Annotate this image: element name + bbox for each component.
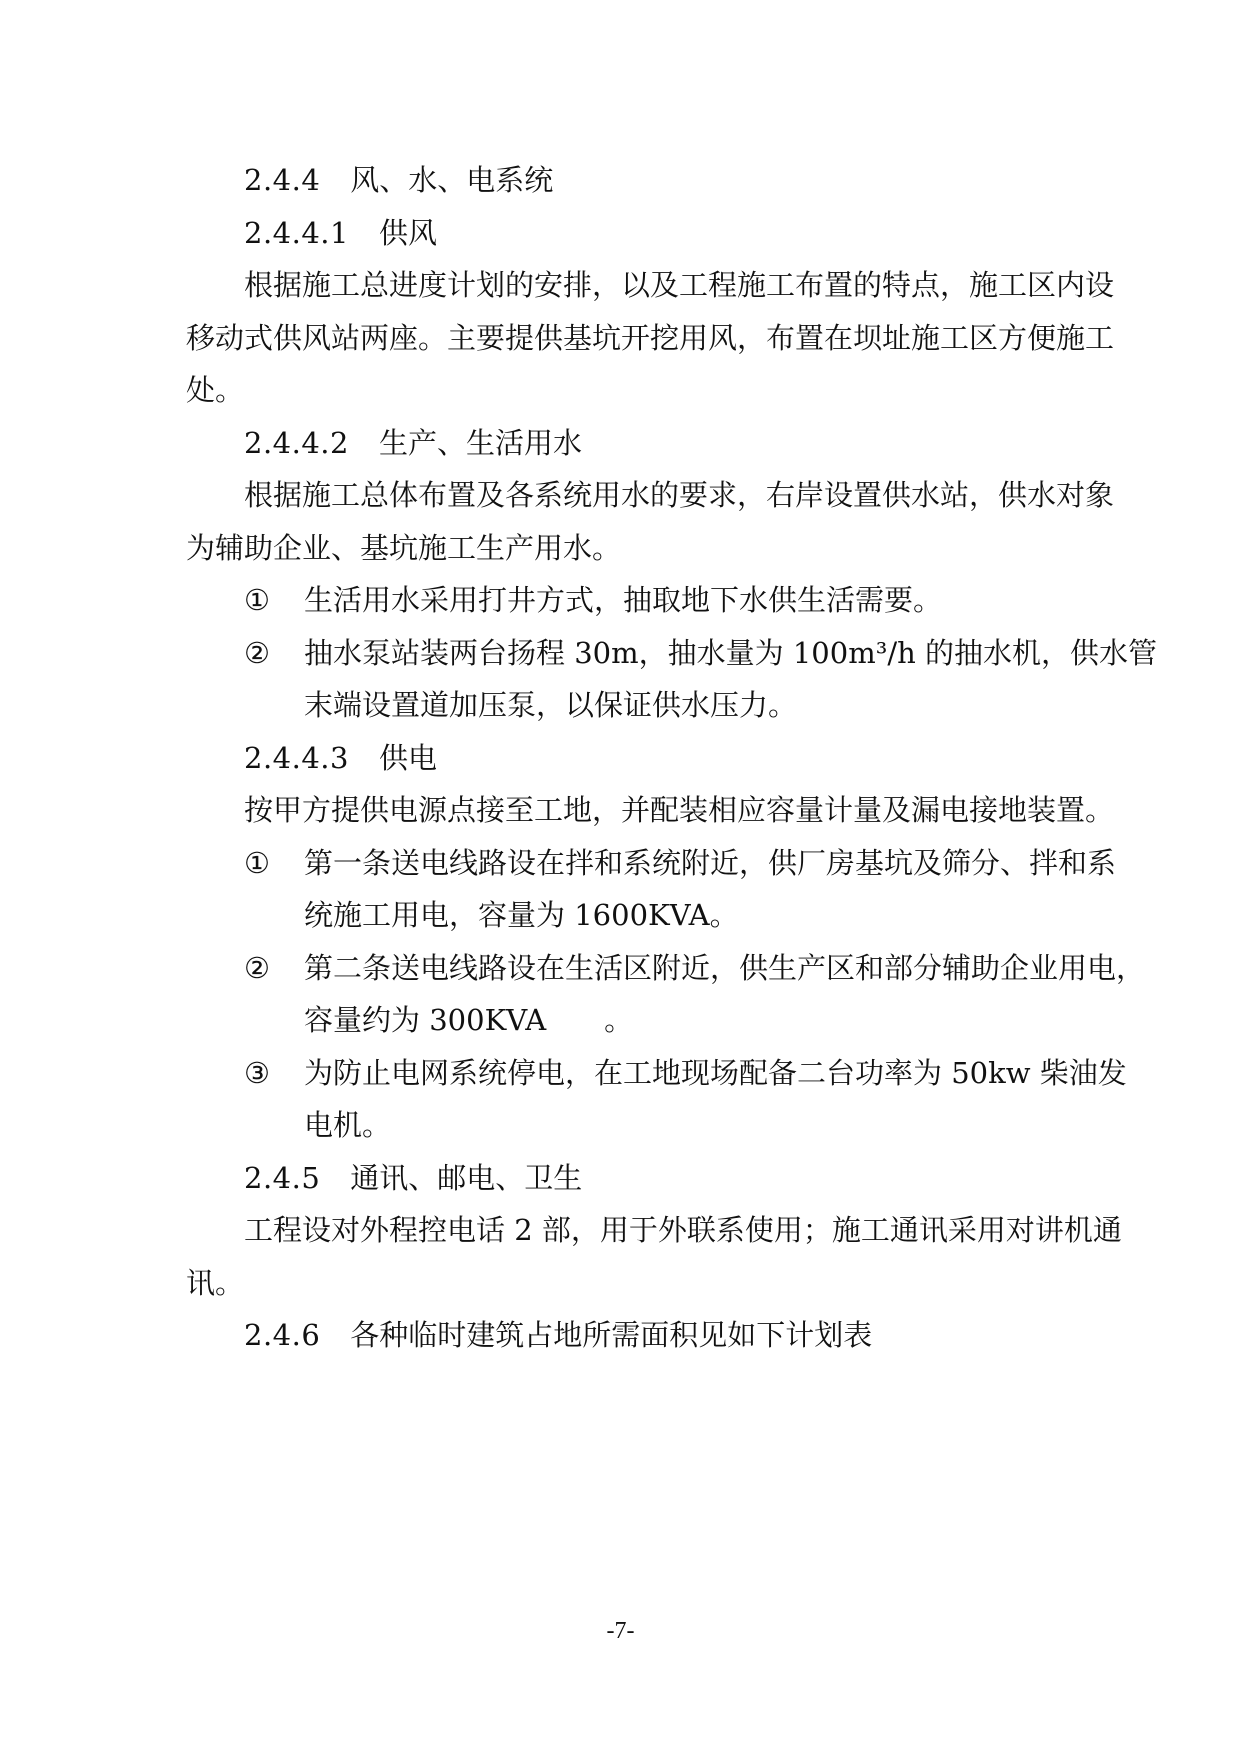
section-number: 2.4.4 xyxy=(244,163,321,197)
paragraph-line: 根据施工总进度计划的安排，以及工程施工布置的特点，施工区内设 xyxy=(244,268,1115,302)
list-item-continuation: 统施工用电，容量为 1600KVA。 xyxy=(304,898,739,932)
list-marker: ③ xyxy=(244,1056,270,1090)
list-item: 第二条送电线路设在生活区附近，供生产区和部分辅助企业用电， xyxy=(304,951,1146,985)
section-number: 2.4.6 xyxy=(244,1318,321,1352)
page-number: -7- xyxy=(606,1618,635,1644)
section-heading-2-4-4-3 xyxy=(244,738,437,778)
section-title: 供电 xyxy=(378,741,437,775)
list-item: 第一条送电线路设在拌和系统附近，供厂房基坑及筛分、拌和系 xyxy=(304,846,1117,880)
section-title: 生产、生活用水 xyxy=(378,426,582,460)
list-marker: ② xyxy=(244,951,270,985)
section-heading-2-4-5 xyxy=(244,1158,582,1198)
list-item: 抽水泵站装两台扬程 30m，抽水量为 100m³/h 的抽水机，供水管 xyxy=(304,636,1157,670)
section-heading-2-4-4-1 xyxy=(244,213,437,253)
section-heading-2-4-6 xyxy=(244,1315,872,1355)
list-item-continuation: 容量约为 300KVA 。 xyxy=(304,1003,634,1037)
paragraph-line: 按甲方提供电源点接至工地，并配装相应容量计量及漏电接地装置。 xyxy=(244,793,1115,827)
section-title: 通讯、邮电、卫生 xyxy=(350,1161,583,1195)
paragraph-line: 为辅助企业、基坑施工生产用水。 xyxy=(186,531,622,565)
paragraph-line: 讯。 xyxy=(186,1266,245,1300)
paragraph-line: 工程设对外程控电话 2 部，用于外联系使用；施工通讯采用对讲机通 xyxy=(244,1213,1122,1247)
section-number: 2.4.5 xyxy=(244,1161,321,1195)
section-title: 各种临时建筑占地所需面积见如下计划表 xyxy=(350,1318,873,1352)
paragraph-line: 移动式供风站两座。主要提供基坑开挖用风，布置在坝址施工区方便施工 xyxy=(186,321,1115,355)
section-title: 风、水、电系统 xyxy=(350,163,554,197)
section-title: 供风 xyxy=(378,216,437,250)
list-marker: ① xyxy=(244,846,270,880)
section-number: 2.4.4.2 xyxy=(244,426,349,460)
paragraph-line: 根据施工总体布置及各系统用水的要求，右岸设置供水站，供水对象 xyxy=(244,478,1115,512)
section-heading-2-4-4 xyxy=(244,160,553,200)
paragraph-line: 处。 xyxy=(186,373,245,407)
section-number: 2.4.4.3 xyxy=(244,741,349,775)
list-marker: ② xyxy=(244,636,270,670)
section-number: 2.4.4.1 xyxy=(244,216,349,250)
list-item-continuation: 末端设置道加压泵，以保证供水压力。 xyxy=(304,688,798,722)
list-item: 生活用水采用打井方式，抽取地下水供生活需要。 xyxy=(304,583,943,617)
list-item: 为防止电网系统停电，在工地现场配备二台功率为 50kw 柴油发 xyxy=(304,1056,1127,1090)
list-marker: ① xyxy=(244,583,270,617)
list-item-continuation: 电机。 xyxy=(304,1108,392,1142)
section-heading-2-4-4-2 xyxy=(244,423,582,463)
